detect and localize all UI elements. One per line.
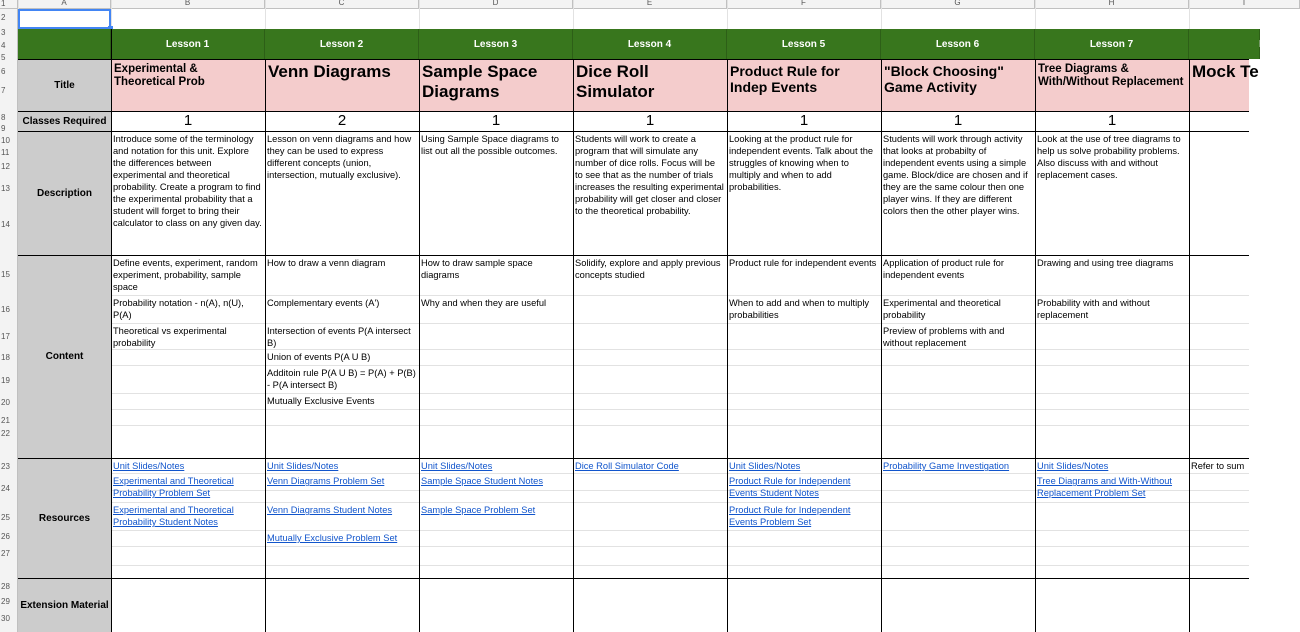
content-item[interactable] bbox=[1189, 323, 1249, 349]
row-header-5[interactable]: 5 bbox=[0, 52, 18, 63]
resource-link[interactable]: Product Rule for Independent Events Problem Set bbox=[729, 505, 851, 527]
content-item[interactable]: Define events, experiment, random experiment, probability, sample space bbox=[113, 258, 258, 292]
extension-row-label: Extension Material bbox=[18, 578, 111, 632]
row-header-22[interactable]: 22 bbox=[0, 428, 18, 439]
content-item[interactable] bbox=[1189, 393, 1249, 409]
section-border bbox=[18, 578, 1249, 579]
extension-cell-1[interactable] bbox=[111, 578, 265, 632]
lesson-classes-7[interactable]: 1 bbox=[1107, 112, 1117, 129]
row-gridline bbox=[18, 546, 1249, 547]
section-border bbox=[18, 255, 1249, 256]
column-header-a[interactable]: A bbox=[18, 0, 111, 9]
content-item[interactable] bbox=[111, 393, 265, 409]
resource-link[interactable]: Unit Slides/Notes bbox=[421, 461, 493, 471]
resource-link[interactable] bbox=[881, 530, 1035, 546]
selected-cell-a1[interactable] bbox=[18, 9, 111, 29]
lesson-header-4[interactable]: Lesson 4 bbox=[573, 29, 727, 59]
row-header-7[interactable]: 7 bbox=[0, 85, 18, 96]
row-header-21[interactable]: 21 bbox=[0, 415, 18, 426]
row-header-10[interactable]: 10 bbox=[0, 135, 18, 146]
lesson-classes-2[interactable]: 2 bbox=[337, 112, 347, 129]
row-header-28[interactable]: 28 bbox=[0, 581, 18, 592]
content-item[interactable] bbox=[111, 409, 265, 425]
resource-link[interactable] bbox=[1035, 502, 1189, 530]
lesson-title-3[interactable]: Sample Space Diagrams bbox=[419, 59, 573, 111]
row-header-14[interactable]: 14 bbox=[0, 219, 18, 230]
content-item[interactable]: Experimental and theoretical probability bbox=[883, 298, 1001, 320]
lesson-description-3[interactable]: Using Sample Space diagrams to list out all the possible outcomes. bbox=[421, 134, 559, 156]
resource-link[interactable] bbox=[1189, 530, 1249, 546]
content-item[interactable] bbox=[1189, 409, 1249, 425]
resources-row-label: Resources bbox=[18, 458, 111, 578]
content-item[interactable] bbox=[1035, 323, 1189, 349]
lesson-description-4[interactable]: Students will work to create a program that will simulate any number of dice rolls. Focus will be to see that as the number of trials increases the resulting experimental probability will get closer and closer to the theoretical probability. bbox=[575, 134, 724, 216]
content-item[interactable]: Complementary events (A') bbox=[267, 298, 380, 308]
resource-link[interactable]: Sample Space Problem Set bbox=[421, 505, 536, 515]
content-item[interactable]: Additoin rule P(A U B) = P(A) + P(B) - P(A intersect B) bbox=[267, 368, 416, 390]
resource-link[interactable]: Mutually Exclusive Problem Set bbox=[267, 533, 398, 543]
lesson-description-1[interactable]: Introduce some of the terminology and notation for this unit. Explore the differences between experimental and theoretical probability. Create a program to find the experimental probability that a student will forget to bring their calculator to class on any given day. bbox=[113, 134, 262, 228]
content-item[interactable]: Probability with and without replacement bbox=[1037, 298, 1150, 320]
content-item[interactable]: Probability notation - n(A), n(U), P(A) bbox=[113, 298, 244, 320]
extension-cell-8[interactable] bbox=[1189, 578, 1249, 632]
lesson-header-1[interactable]: Lesson 1 bbox=[111, 29, 265, 59]
resource-link[interactable] bbox=[881, 473, 1035, 502]
column-border bbox=[111, 29, 112, 632]
lesson-classes-3[interactable]: 1 bbox=[491, 112, 501, 129]
content-item[interactable] bbox=[111, 365, 265, 393]
row-gridline bbox=[18, 565, 1249, 566]
content-item[interactable] bbox=[1035, 365, 1189, 393]
content-item[interactable]: Intersection of events P(A intersect B) bbox=[267, 326, 411, 348]
row-header-18[interactable]: 18 bbox=[0, 352, 18, 363]
lesson-title-1[interactable]: Experimental & Theoretical Prob bbox=[111, 59, 265, 111]
content-item[interactable] bbox=[1189, 255, 1249, 295]
content-item[interactable] bbox=[1035, 409, 1189, 425]
content-row-label: Content bbox=[18, 255, 111, 458]
lesson-title-5[interactable]: Product Rule for Indep Events bbox=[727, 59, 881, 111]
resource-link[interactable]: Tree Diagrams and With-Without Replacement Problem Set bbox=[1037, 476, 1173, 498]
lesson-header-5[interactable]: Lesson 5 bbox=[727, 29, 881, 59]
content-item[interactable] bbox=[727, 409, 881, 425]
content-item[interactable]: How to draw a venn diagram bbox=[267, 258, 386, 268]
content-item[interactable] bbox=[881, 409, 1035, 425]
resource-link[interactable]: Venn Diagrams Student Notes bbox=[267, 505, 393, 515]
lesson-description-8[interactable] bbox=[1189, 131, 1249, 255]
extension-cell-7[interactable] bbox=[1035, 578, 1189, 632]
lesson-title-4[interactable]: Dice Roll Simulator bbox=[573, 59, 727, 111]
extension-cell-5[interactable] bbox=[727, 578, 881, 632]
row-header-8[interactable]: 8 bbox=[0, 112, 18, 123]
classes-row-label: Classes Required bbox=[18, 111, 111, 131]
column-header-f[interactable]: F bbox=[727, 0, 881, 9]
column-header-i[interactable]: I bbox=[1189, 0, 1300, 9]
row-header-27[interactable]: 27 bbox=[0, 548, 18, 559]
row-header-30[interactable]: 30 bbox=[0, 613, 18, 624]
content-item[interactable] bbox=[573, 295, 727, 323]
row-header-9[interactable]: 9 bbox=[0, 123, 18, 134]
content-item[interactable]: Union of events P(A U B) bbox=[267, 352, 371, 362]
resource-link[interactable]: Venn Diagrams Problem Set bbox=[267, 476, 385, 486]
content-item[interactable] bbox=[573, 425, 727, 458]
resource-link[interactable] bbox=[1035, 530, 1189, 546]
content-item[interactable]: Mutually Exclusive Events bbox=[267, 396, 375, 406]
content-item[interactable] bbox=[1189, 295, 1249, 323]
content-item[interactable] bbox=[419, 409, 573, 425]
lesson-header-6[interactable]: Lesson 6 bbox=[881, 29, 1035, 59]
row-header-25[interactable]: 25 bbox=[0, 512, 18, 523]
description-row-label: Description bbox=[18, 131, 111, 255]
column-header-b[interactable]: B bbox=[111, 0, 265, 9]
content-item[interactable] bbox=[727, 349, 881, 365]
content-item[interactable] bbox=[1035, 393, 1189, 409]
resource-link[interactable]: Dice Roll Simulator Code bbox=[575, 461, 679, 471]
resource-link[interactable] bbox=[1189, 502, 1249, 530]
extension-cell-6[interactable] bbox=[881, 578, 1035, 632]
section-border bbox=[18, 458, 1249, 459]
row-header-13[interactable]: 13 bbox=[0, 183, 18, 194]
column-border bbox=[1035, 59, 1036, 632]
content-item[interactable] bbox=[265, 425, 419, 458]
row-header-16[interactable]: 16 bbox=[0, 304, 18, 315]
resource-link[interactable] bbox=[881, 502, 1035, 530]
content-item[interactable] bbox=[573, 323, 727, 349]
lesson-description-7[interactable]: Look at the use of tree diagrams to help us solve probability problems. Also discuss with and without replacement cases. bbox=[1037, 134, 1181, 180]
content-item[interactable] bbox=[727, 393, 881, 409]
column-border bbox=[881, 59, 882, 632]
row-header-6[interactable]: 6 bbox=[0, 66, 18, 77]
content-item[interactable] bbox=[1035, 349, 1189, 365]
content-item[interactable] bbox=[1189, 349, 1249, 365]
lesson-classes-6[interactable]: 1 bbox=[953, 112, 963, 129]
content-item[interactable] bbox=[265, 409, 419, 425]
content-item[interactable] bbox=[419, 365, 573, 393]
resource-link[interactable]: Experimental and Theoretical Probability Problem Set bbox=[113, 476, 234, 498]
resource-link[interactable]: Unit Slides/Notes bbox=[729, 461, 801, 471]
lesson-classes-8[interactable] bbox=[1189, 111, 1249, 131]
lesson-header-blank bbox=[18, 29, 111, 59]
row-header-26[interactable]: 26 bbox=[0, 531, 18, 542]
row-header-2[interactable]: 2 bbox=[0, 12, 18, 23]
resource-link[interactable] bbox=[727, 530, 881, 546]
extension-cell-3[interactable] bbox=[419, 578, 573, 632]
section-border bbox=[18, 59, 1249, 60]
content-item[interactable] bbox=[573, 393, 727, 409]
section-border bbox=[18, 111, 1249, 112]
content-item[interactable] bbox=[727, 365, 881, 393]
content-item[interactable] bbox=[111, 425, 265, 458]
column-header-c[interactable]: C bbox=[265, 0, 419, 9]
row-header-12[interactable]: 12 bbox=[0, 161, 18, 172]
lesson-header-8[interactable]: L bbox=[1189, 29, 1260, 59]
row-header-17[interactable]: 17 bbox=[0, 331, 18, 342]
content-item[interactable] bbox=[727, 323, 881, 349]
content-item[interactable] bbox=[419, 323, 573, 349]
lesson-title-8[interactable]: Mock Te bbox=[1189, 59, 1249, 111]
content-item[interactable]: Drawing and using tree diagrams bbox=[1037, 258, 1174, 268]
content-item[interactable] bbox=[419, 425, 573, 458]
content-item[interactable] bbox=[727, 425, 881, 458]
row-header-1[interactable]: 1 bbox=[0, 0, 18, 9]
column-border bbox=[727, 59, 728, 632]
column-header-h[interactable]: H bbox=[1035, 0, 1189, 9]
lesson-description-6[interactable]: Students will work through activity that looks at probabilty of independent events using a simple game. Block/dice are chosen and if they are the same colour then one player wins. If they are different colors then the other player wins. bbox=[883, 134, 1028, 216]
extension-cell-4[interactable] bbox=[573, 578, 727, 632]
row-header-15[interactable]: 15 bbox=[0, 269, 18, 280]
lesson-title-6[interactable]: "Block Choosing" Game Activity bbox=[881, 59, 1035, 111]
content-item[interactable]: Product rule for independent events bbox=[729, 258, 877, 268]
column-border bbox=[1189, 59, 1190, 632]
title-row-label: Title bbox=[18, 59, 111, 111]
resource-link[interactable] bbox=[111, 530, 265, 546]
row-header-19[interactable]: 19 bbox=[0, 375, 18, 386]
resource-link[interactable] bbox=[573, 530, 727, 546]
lesson-description-2[interactable]: Lesson on venn diagrams and how they can be used to express different concepts (union, intersection, mutually exclusive). bbox=[267, 134, 412, 180]
row-header-24[interactable]: 24 bbox=[0, 483, 18, 494]
resource-link[interactable] bbox=[419, 530, 573, 546]
content-item[interactable]: Solidify, explore and apply previous concepts studied bbox=[575, 258, 721, 280]
resource-link[interactable]: Unit Slides/Notes bbox=[113, 461, 185, 471]
resource-link[interactable] bbox=[573, 502, 727, 530]
content-item[interactable] bbox=[881, 425, 1035, 458]
extension-cell-2[interactable] bbox=[265, 578, 419, 632]
content-item[interactable]: How to draw sample space diagrams bbox=[421, 258, 533, 280]
resource-link[interactable]: Probability Game Investigation bbox=[883, 461, 1010, 471]
content-item[interactable]: Why and when they are useful bbox=[421, 298, 547, 308]
resource-link[interactable] bbox=[573, 473, 727, 502]
resource-link[interactable]: Sample Space Student Notes bbox=[421, 476, 543, 486]
resource-link[interactable]: Experimental and Theoretical Probability Student Notes bbox=[113, 505, 234, 527]
lesson-classes-5[interactable]: 1 bbox=[799, 112, 809, 129]
content-item[interactable]: Application of product rule for independent events bbox=[883, 258, 1004, 280]
column-header-g[interactable]: G bbox=[881, 0, 1035, 9]
lesson-description-5[interactable]: Looking at the product rule for independent events. Talk about the struggles of knowing when to multiply and when to add probabilities. bbox=[729, 134, 874, 192]
lesson-classes-4[interactable]: 1 bbox=[645, 112, 655, 129]
section-border bbox=[18, 131, 1249, 132]
content-item[interactable] bbox=[111, 349, 265, 365]
content-item[interactable]: When to add and when to multiply probabilities bbox=[729, 298, 870, 320]
content-item[interactable] bbox=[1035, 425, 1189, 458]
resource-link[interactable]: Refer to sum bbox=[1191, 461, 1245, 471]
content-item[interactable]: Theoretical vs experimental probability bbox=[113, 326, 227, 348]
lesson-title-2[interactable]: Venn Diagrams bbox=[265, 59, 419, 111]
column-header-d[interactable]: D bbox=[419, 0, 573, 9]
content-item[interactable] bbox=[573, 409, 727, 425]
column-border bbox=[419, 59, 420, 632]
resource-link[interactable] bbox=[1189, 473, 1249, 502]
lesson-header-3[interactable]: Lesson 3 bbox=[419, 29, 573, 59]
row-header-20[interactable]: 20 bbox=[0, 397, 18, 408]
row-header-4[interactable]: 4 bbox=[0, 40, 18, 51]
row-header-11[interactable]: 11 bbox=[0, 147, 18, 158]
lesson-title-7[interactable]: Tree Diagrams & With/Without Replacement bbox=[1035, 59, 1189, 111]
resource-link[interactable]: Unit Slides/Notes bbox=[1037, 461, 1109, 471]
resource-link[interactable]: Unit Slides/Notes bbox=[267, 461, 339, 471]
content-item[interactable] bbox=[881, 365, 1035, 393]
content-item[interactable] bbox=[419, 349, 573, 365]
column-border bbox=[573, 59, 574, 632]
row-header-3[interactable]: 3 bbox=[0, 27, 18, 38]
content-item[interactable] bbox=[881, 349, 1035, 365]
content-item[interactable]: Preview of problems with and without replacement bbox=[883, 326, 1005, 348]
content-item[interactable] bbox=[1189, 425, 1249, 458]
content-item[interactable] bbox=[1189, 365, 1249, 393]
column-border bbox=[265, 59, 266, 632]
lesson-classes-1[interactable]: 1 bbox=[183, 112, 193, 129]
lesson-header-7[interactable]: Lesson 7 bbox=[1035, 29, 1189, 59]
content-item[interactable] bbox=[881, 393, 1035, 409]
row-header-23[interactable]: 23 bbox=[0, 461, 18, 472]
lesson-header-2[interactable]: Lesson 2 bbox=[265, 29, 419, 59]
content-item[interactable] bbox=[573, 365, 727, 393]
resource-link[interactable]: Product Rule for Independent Events Student Notes bbox=[729, 476, 851, 498]
content-item[interactable] bbox=[573, 349, 727, 365]
row-header-29[interactable]: 29 bbox=[0, 596, 18, 607]
content-item[interactable] bbox=[419, 393, 573, 409]
column-header-e[interactable]: E bbox=[573, 0, 727, 9]
